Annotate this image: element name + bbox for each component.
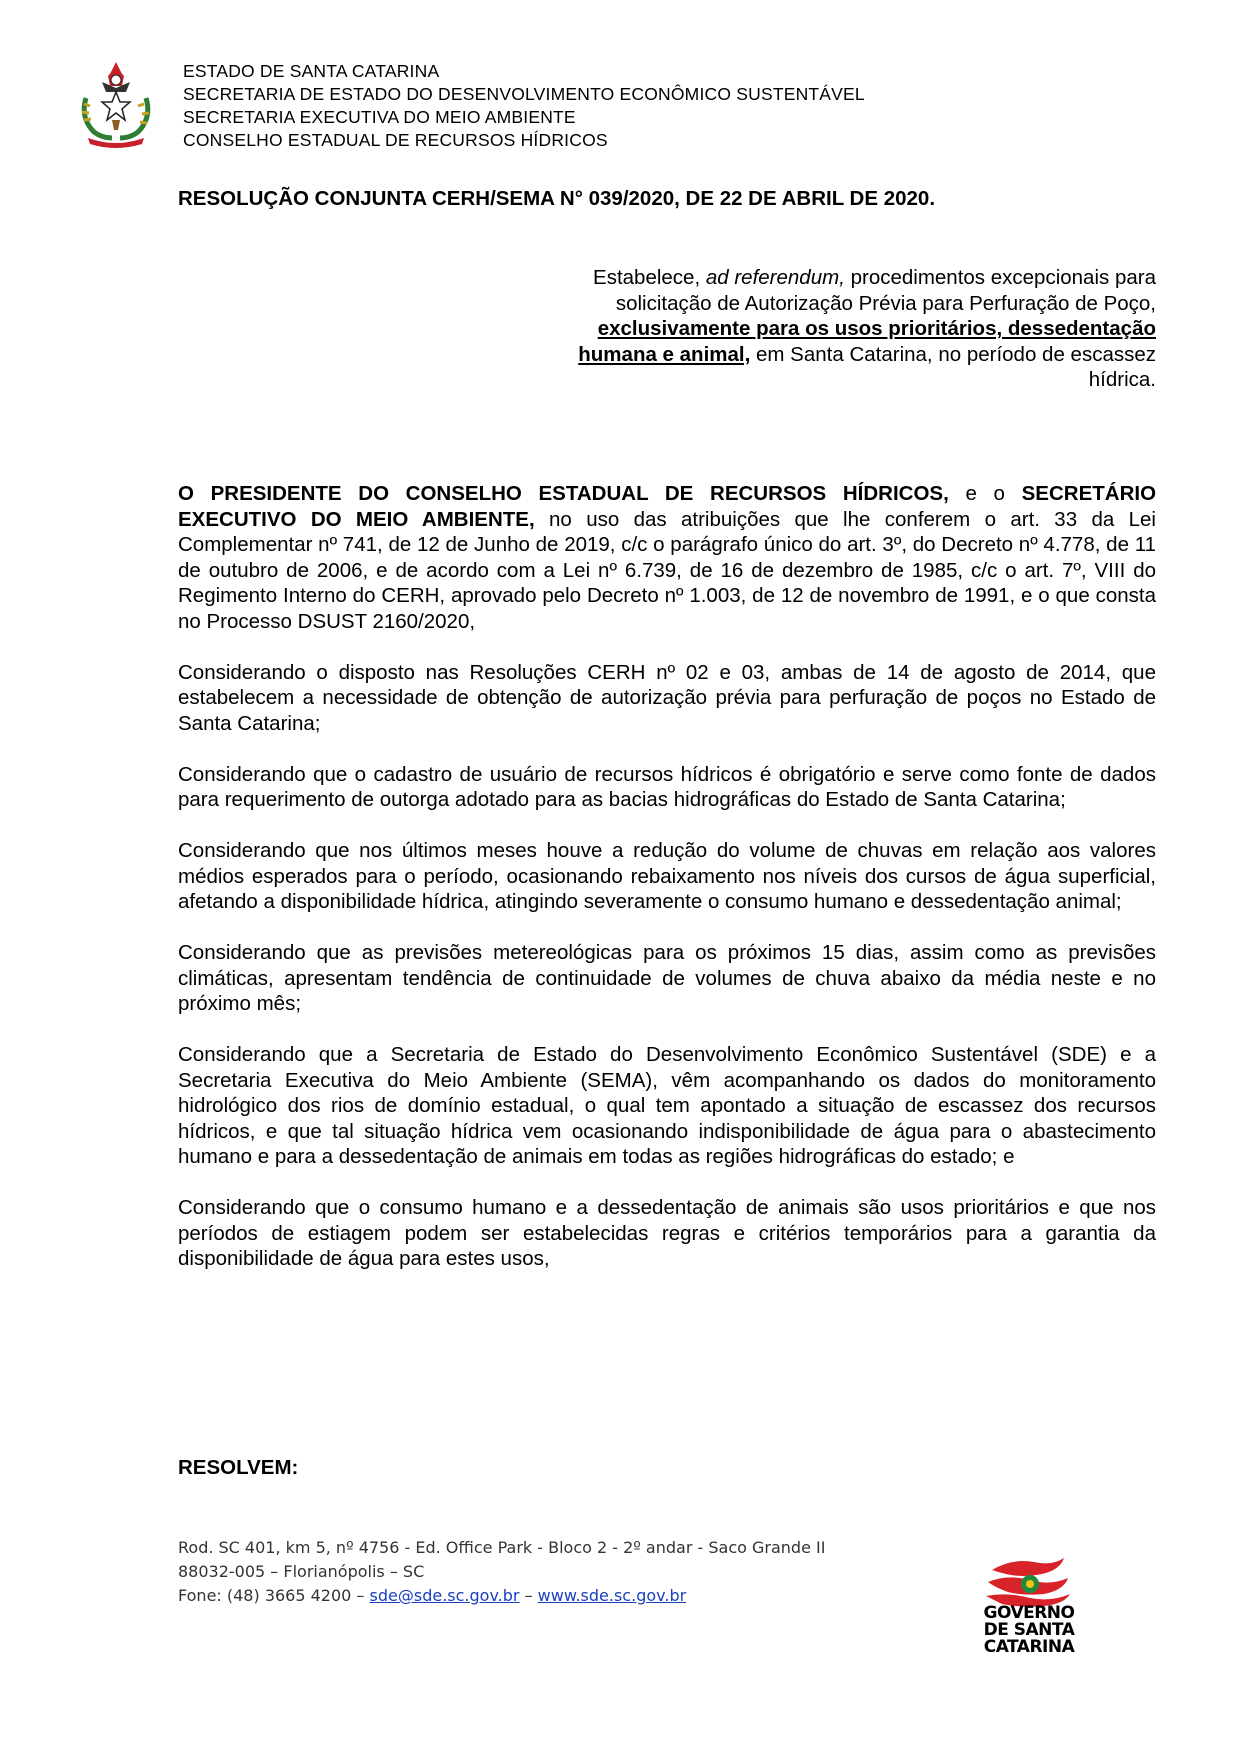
preamble-text: no uso das atribuições que lhe conferem o art. 33 da Lei Complementar nº 741, de 12 de Junho de 2019, c/c o parágrafo único do art. 3º, do Decreto nº 4.778, de 11 de outubro de 2006, e de acordo com a Lei nº 6.739, de 16 de dezembro de 1985, c/c o art. 7º, VIII do Regimento Interno do CERH, aprovado pelo Decreto nº 1.003, de 12 de novembro de 1991, e o que consta no Processo DSUST 2160/2020, <box>178 507 1156 633</box>
footer-separator: – <box>524 1586 533 1605</box>
resolvem-heading: RESOLVEM: <box>178 1456 299 1479</box>
header-line-executive-secretariat: SECRETARIA EXECUTIVA DO MEIO AMBIENTE <box>183 107 576 127</box>
header-institution-lines <box>183 60 865 152</box>
header-line-state: ESTADO DE SANTA CATARINA <box>183 61 440 81</box>
resolution-body <box>178 481 1156 1297</box>
considerando-paragraph: Considerando o disposto nas Resoluções CERH nº 02 e 03, ambas de 14 de agosto de 2014, que estabelecem a necessidade de obtenção de autorização prévia para perfuração de poços no Estado de Santa Catarina; <box>178 660 1156 735</box>
ementa-block <box>560 265 1156 393</box>
ementa-ad-referendum: ad referendum, <box>705 266 845 289</box>
coat-of-arms-icon <box>72 58 160 150</box>
preamble-secretary: SECRETÁRIO EXECUTIVO DO MEIO AMBIENTE, <box>178 482 1157 531</box>
considerando-paragraph: Considerando que as previsões metereológicas para os próximos 15 dias, assim como as previsões climáticas, apresentam tendência de continuidade de volumes de chuva abaixo da média neste e no próximo mês; <box>178 941 1156 1015</box>
header-line-secretariat: SECRETARIA DE ESTADO DO DESENVOLVIMENTO ECONÔMICO SUSTENTÁVEL <box>183 84 865 104</box>
ementa-text-1: Estabelece, <box>593 266 701 289</box>
footer-address <box>178 1536 825 1608</box>
header-line-council: CONSELHO ESTADUAL DE RECURSOS HÍDRICOS <box>183 130 608 150</box>
ementa-text-2: procedimentos excepcionais para solicitação de Autorização Prévia para Perfuração de Poço, <box>615 266 1156 315</box>
considerando-paragraph: Considerando que nos últimos meses houve a redução do volume de chuvas em relação aos valores médios esperados para o período, ocasionando rebaixamento nos níveis dos cursos de água superficial, afetando a disponibilidade hídrica, atingindo severamente o consumo humano e dessedentação animal; <box>178 839 1156 913</box>
considerando-paragraph: Considerando que o consumo humano e a dessedentação de animais são usos prioritários e que nos períodos de estiagem podem ser estabelecidas regras e critérios temporários para a garantia da disponibilidade de água para estes usos, <box>178 1196 1156 1270</box>
ementa-emphasis: exclusivamente para os usos prioritários, dessedentação humana e animal, <box>578 317 1156 366</box>
preamble-paragraph <box>178 481 1156 634</box>
footer-contact-line <box>178 1584 825 1608</box>
considerando-paragraph: Considerando que o cadastro de usuário de recursos hídricos é obrigatório e serve como fonte de dados para requerimento de outorga adotado para as bacias hidrográficas do Estado de Santa Catarina; <box>178 762 1156 811</box>
considerando-paragraph: Considerando que a Secretaria de Estado do Desenvolvimento Econômico Sustentável (SDE) e a Secretaria Executiva do Meio Ambiente (SEMA), vêm acompanhando os dados do monitoramento hidrológico dos rios de domínio estadual, o qual tem apontado a situação de escassez dos recursos hídricos, e que tal situação hídrica vem ocasionando indisponibilidade de água para o abastecimento humano e para a dessedentação de animais em todas as regiões hidrográficas do estado; e <box>178 1043 1156 1168</box>
logo-line-2: DE SANTA <box>983 1620 1075 1640</box>
footer-email-link[interactable]: sde@sde.sc.gov.br <box>369 1586 520 1605</box>
footer-phone: Fone: (48) 3665 4200 – <box>178 1586 365 1605</box>
logo-line-3: CATARINA <box>983 1637 1075 1657</box>
footer-website-link[interactable]: www.sde.sc.gov.br <box>537 1586 687 1605</box>
footer-address-line: Rod. SC 401, km 5, nº 4756 - Ed. Office Park - Bloco 2 - 2º andar - Saco Grande II <box>178 1538 826 1557</box>
footer-city-line: 88032-005 – Florianópolis – SC <box>178 1562 425 1581</box>
logo-line-1: GOVERNO <box>983 1603 1075 1623</box>
ementa-text-3: em Santa Catarina, no período de escassez hídrica. <box>756 342 1156 391</box>
preamble-conjunction: e o <box>965 482 1005 505</box>
preamble-president: O PRESIDENTE DO CONSELHO ESTADUAL DE RECURSOS HÍDRICOS, <box>178 482 949 505</box>
resolution-title: RESOLUÇÃO CONJUNTA CERH/SEMA N° 039/2020, DE 22 DE ABRIL DE 2020. <box>178 187 936 210</box>
government-logo-text <box>976 1605 1082 1656</box>
